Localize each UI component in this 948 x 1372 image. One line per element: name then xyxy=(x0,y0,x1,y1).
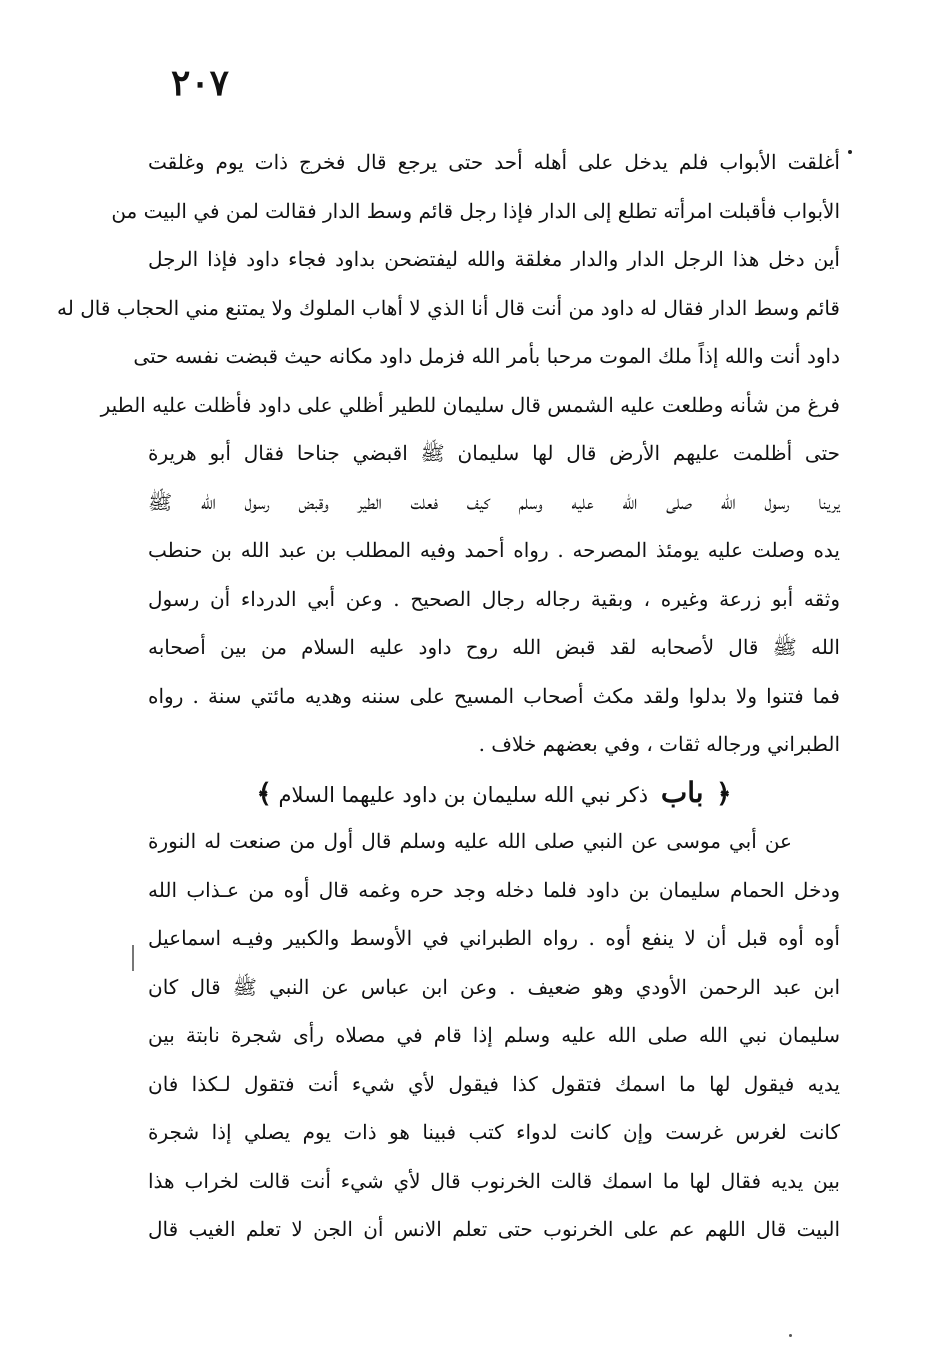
text-line: الله ﷺ قال لأصحابه لقد قبض الله روح داود عليه السلام من بين أصحابه xyxy=(148,635,840,659)
text-line: حتى أظلمت عليهم الأرض قال لها سليمان ﷺ اقبضي جناحا فقال أبو هريرة xyxy=(148,441,840,465)
text-line: فما فتنوا ولا بدلوا ولقد مكث أصحاب المسيح على سننه وهديه مائتي سنة . رواه xyxy=(148,683,840,708)
text-line: أين دخل هذا الرجل الدار والدار مغلقة والله ليفتضحن بداود فجاء داود فإذا الرجل xyxy=(148,247,840,271)
text-line: فرغ من شأنه وطلعت عليه الشمس قال سليمان للطير أظلي على داود فأظلت عليه الطير xyxy=(100,392,840,417)
text-line: ودخل الحمام سليمان بن داود فلما دخله وجد حره وغمه قال أوه من عـذاب الله xyxy=(148,877,840,902)
text-line: الأبواب فأقبلت امرأته تطلع إلى الدار فإذا رجل قائم وسط الدار فقالت لمن في البيت من xyxy=(111,198,840,223)
heading-open-bracket: ﴿ xyxy=(716,778,732,809)
text-line: وثقه أبو زرعة وغيره ، وبقية رجاله رجال الصحيح . وعن أبي الدرداء أن رسول xyxy=(148,586,840,611)
heading-close-bracket: ﴾ xyxy=(256,778,272,809)
text-line: أغلقت الأبواب فلم يدخل على أهله أحد حتى يرجع قال فخرج ذات يوم وغلقت xyxy=(148,150,840,174)
text-line: بين يديه فقال لها ما اسمك قالت الخرنوب قال لأي شيء أنت قالت لخراب هذا xyxy=(148,1168,840,1193)
margin-dot xyxy=(848,150,852,154)
text-line: يديه فيقول لها ما اسمك فتقول كذا فيقول لأي شيء أنت فتقول لـكذا فان xyxy=(148,1071,840,1096)
page-number: ٢٠٧ xyxy=(170,62,229,104)
chapter-heading xyxy=(148,769,840,818)
text-line: عن أبي موسى عن النبي صلى الله عليه وسلم قال أول من صنعت له النورة xyxy=(148,829,792,853)
text-line: قائم وسط الدار فقال له داود من أنت قال أنا الذي لا أهاب الملوك ولا يمتنع مني الحجاب قال له xyxy=(57,295,840,320)
text-line: الطبراني ورجاله ثقات ، وفي بعضهم خلاف . xyxy=(478,732,840,756)
text-line: البيت قال اللهم عم على الخرنوب حتى تعلم الانس أن الجن لا تعلم الغيب قال xyxy=(148,1217,840,1241)
margin-tick xyxy=(132,945,134,971)
text-line: كانت لغرس غرست وإن كانت لدواء كتب فبينا هو ذات يوم يصلي إذا شجرة xyxy=(148,1120,840,1144)
heading-bab: باب xyxy=(660,775,704,809)
text-line: يده وصلت عليه يومئذ المصرحه . رواه أحمد وفيه المطلب بن عبد الله بن حنطب xyxy=(148,538,840,562)
text-line: داود أنت والله إذاً ملك الموت مرحبا بأمر الله فزمل داود مكانه حيث قبضت نفسه حتى xyxy=(133,344,840,368)
body-text xyxy=(57,138,840,1254)
heading-title: ذكر نبي الله سليمان بن داود عليهما السلام xyxy=(278,782,649,807)
text-line: سليمان نبي الله صلى الله عليه وسلم إذا قام في مصلاه رأى شجرة نابتة بين xyxy=(148,1023,840,1047)
text-line: ابن عبد الرحمن الأودي وهو ضعيف . وعن ابن عباس عن النبي ﷺ قال كان xyxy=(148,974,840,999)
bottom-mark xyxy=(789,1334,792,1337)
text-line: يرينا رسول الله صلى الله عليه وسلم كيف فعلت الطير وقبض رسول الله ﷺ xyxy=(148,489,840,514)
text-line: أوه أوه قبل أن لا ينفع أوه . رواه الطبراني في الأوسط والكبير وفيـه اسماعيل xyxy=(148,926,840,950)
